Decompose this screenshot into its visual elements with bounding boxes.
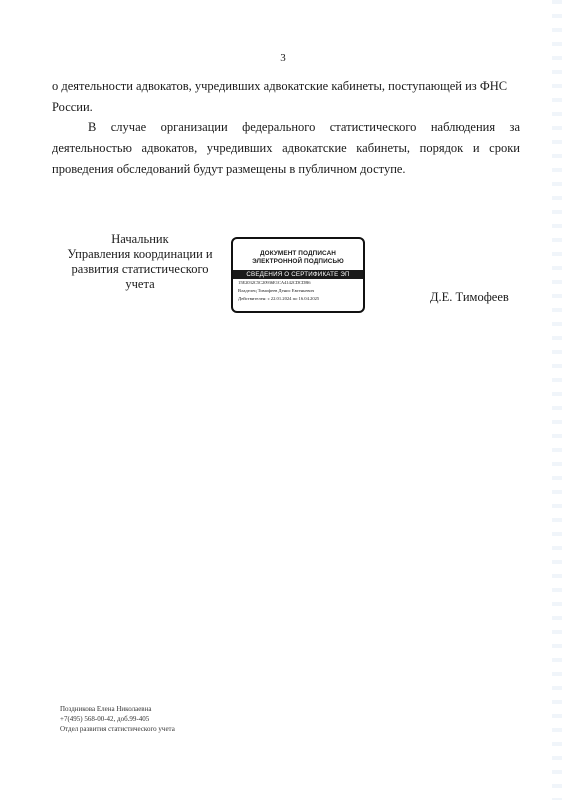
- stamp-serial: 15E2032C5C20936E1CA4142CDCDB6: [238, 280, 311, 285]
- electronic-signature-stamp: [231, 237, 365, 313]
- stamp-title-line: ЭЛЕКТРОННОЙ ПОДПИСЬЮ: [252, 258, 344, 265]
- position-line: Начальник: [111, 232, 169, 246]
- executor-department: Отдел развития статистического учета: [60, 725, 175, 733]
- page-number: 3: [280, 52, 286, 64]
- stamp-validity: Действителен: с 22.01.2024 по 16.04.2025: [238, 296, 320, 301]
- position-line: учета: [125, 277, 155, 291]
- executor-phone: +7(495) 568-00-42, доб.99-405: [60, 715, 150, 723]
- position-line: Управления координации и: [67, 247, 213, 261]
- paragraph-continuation: о деятельности адвокатов, учредивших адвокатские кабинеты, поступающей из ФНС России.: [52, 79, 508, 114]
- paragraph-survey-notice: В случае организации федерального статистического наблюдения за деятельностью адвокатов, учредивших адвокатские кабинеты, порядок и сроки проведения обследований будут размещены в публичном доступе.: [52, 120, 520, 176]
- stamp-title-line: ДОКУМЕНТ ПОДПИСАН: [259, 250, 337, 257]
- executor-name: Поздникова Елена Николаевна: [60, 705, 152, 713]
- signatory-position: [55, 232, 225, 292]
- executor-info: [60, 704, 175, 734]
- stamp-owner: Владелец Тимофеев Денис Евгеньевич: [238, 288, 315, 293]
- scan-edge-marks: [552, 0, 562, 800]
- stamp-certificate-header: СВЕДЕНИЯ О СЕРТИФИКАТЕ ЭП: [233, 270, 363, 279]
- position-line: развития статистического: [71, 262, 209, 276]
- signer-name: Д.Е. Тимофеев: [430, 290, 509, 304]
- stamp-title: [233, 250, 363, 266]
